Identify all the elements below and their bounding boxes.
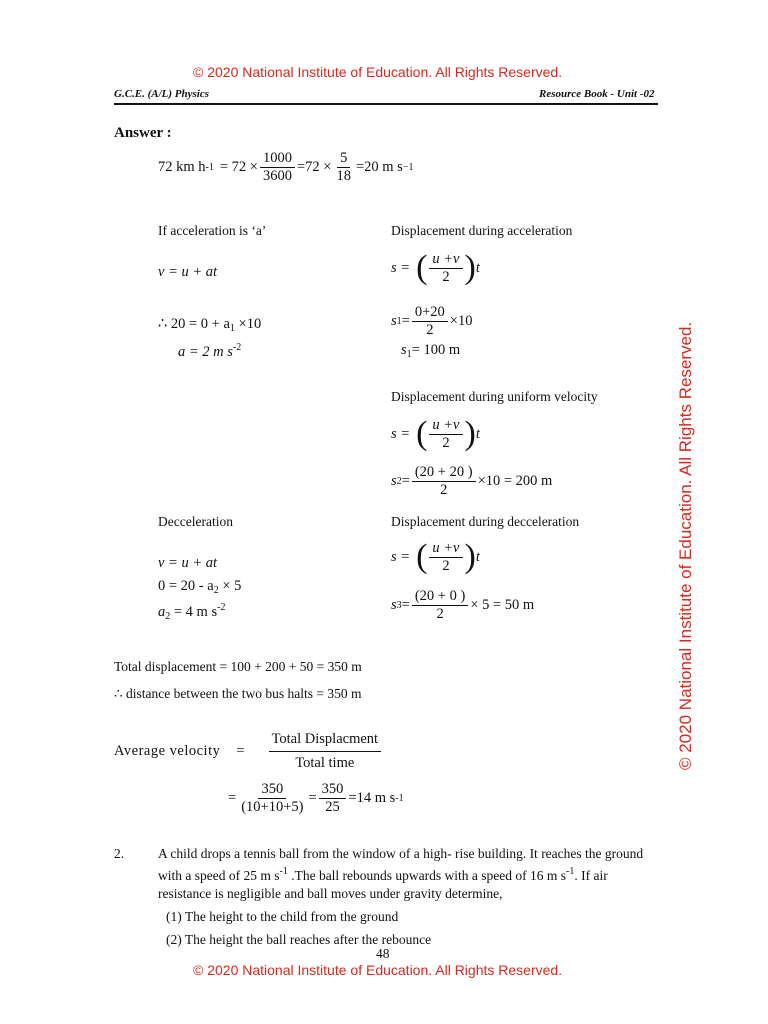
equation-s-formula-2: s = ( $\frac{u +v}{2}$ ) t bbox=[391, 415, 480, 453]
heading-displacement-uniform: Displacement during uniform velocity bbox=[391, 389, 598, 404]
heading-deceleration: Decceleration bbox=[158, 514, 233, 529]
fraction: $\frac{5}{18}$ bbox=[336, 150, 351, 184]
total-displacement: Total displacement = 100 + 200 + 50 = 350 m bbox=[114, 659, 362, 674]
equation-a1: ∴ $20 = 0 + a_1 \times 10$ bbox=[158, 316, 262, 334]
page-number: 48 bbox=[376, 946, 390, 961]
question-line-2: with a speed of 25 m $s^{-1}$ .The ball rebounds upwards with a speed of 16 m $s^{-1}$. If air bbox=[158, 866, 608, 883]
equation-s3: s 3 = $\frac{(20 + 0 )}{2}$ × 5 = 50 m bbox=[391, 588, 535, 622]
question-line-1: A child drops a tennis ball from the window of a high- rise building. It reaches the ground bbox=[158, 846, 644, 861]
question-item-1: (1) The height to the child from the ground bbox=[166, 909, 399, 924]
header-rule bbox=[114, 103, 658, 105]
equation-s1: s 1 = $\frac{0+20}{2}$ ×10 bbox=[391, 304, 473, 338]
conversion-equation: 72 km h -1 = 72 × $\frac{1000}{3600}$ =72 × $\frac{5}{18}$ =20 m s −1 bbox=[158, 150, 414, 184]
equation-s-formula-3: s = ( $\frac{u +v}{2}$ ) t bbox=[391, 538, 480, 576]
equation-s2: s 2 = $\frac{(20 + 20 )}{2}$ ×10 = 200 m bbox=[391, 464, 553, 498]
equation-s-formula: s = ( $\frac{u +v}{2}$ ) t bbox=[391, 249, 480, 287]
question-item-2: (2) The height the ball reaches after the rebounce bbox=[166, 932, 432, 947]
equation-v-u-at: v = u + at bbox=[158, 264, 218, 280]
heading-acceleration: If acceleration is ‘a’ bbox=[158, 223, 267, 238]
header-unit: Resource Book - Unit -02 bbox=[539, 88, 655, 100]
equation-a-result: a = 2 m $s^{-2}$ bbox=[178, 342, 242, 360]
distance-bus-halts: ∴ distance between the two bus halts = 350 m bbox=[114, 686, 362, 701]
equation-a2: $0 = 20 - a_2 \times 5$ bbox=[158, 578, 242, 596]
header-subject: G.C.E. (A/L) Physics bbox=[114, 88, 210, 100]
question-line-3: resistance is negligible and ball moves under gravity determine, bbox=[158, 886, 503, 901]
average-velocity-equation: Average velocity = $\frac{\text{Total Displacment}}{\text{Total time}}$ bbox=[114, 731, 383, 771]
fraction: $\frac{1000}{3600}$ bbox=[260, 150, 295, 184]
answer-label: Answer : bbox=[114, 125, 172, 141]
heading-displacement-acceleration: Displacement during acceleration bbox=[391, 223, 573, 238]
footer-copyright: © 2020 National Institute of Education. All Rights Reserved. bbox=[193, 962, 563, 978]
equation-v-u-at-2: v = u + at bbox=[158, 555, 218, 571]
question-number: 2. bbox=[114, 846, 125, 861]
side-watermark: © 2020 National Institute of Education. All Rights Reserved. bbox=[676, 321, 695, 770]
equation-a2-result: $a_2 = 4$ m $s^{-2}$ bbox=[158, 602, 226, 622]
average-velocity-result: = $\frac{350}{(10+10+5)}$ = $\frac{350}{25}$ =14 m s -1 bbox=[228, 781, 404, 815]
heading-displacement-deceleration: Displacement during decceleration bbox=[391, 514, 580, 529]
equation-s1-result: $s_1= 100$ m bbox=[401, 342, 461, 360]
header-copyright: © 2020 National Institute of Education. All Rights Reserved. bbox=[193, 64, 563, 80]
